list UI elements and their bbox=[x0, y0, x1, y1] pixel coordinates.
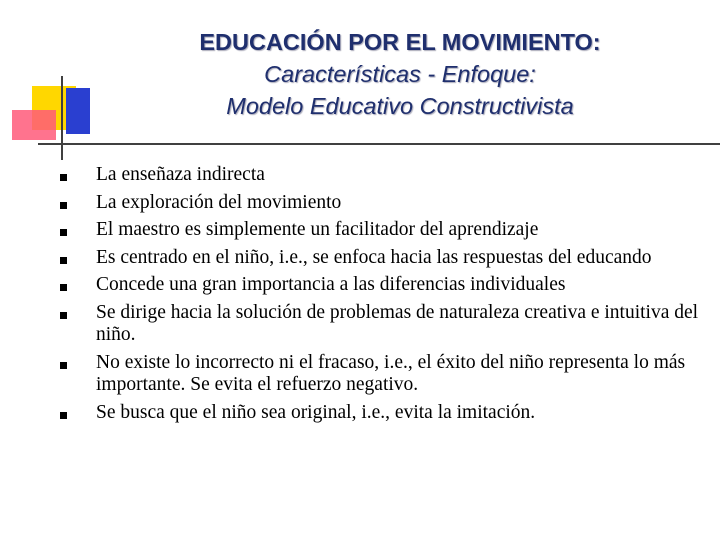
bullet-text: La exploración del movimiento bbox=[96, 191, 342, 213]
title-line-2: Características - Enfoque: bbox=[264, 61, 536, 87]
deco-blue-square bbox=[66, 88, 90, 134]
bullet-text: Se busca que el niño sea original, i.e., evita la imitación. bbox=[96, 401, 536, 423]
bullet-item bbox=[60, 352, 700, 397]
bullet-item bbox=[60, 274, 700, 297]
square-bullet-icon bbox=[60, 312, 67, 319]
bullet-list bbox=[60, 164, 700, 429]
square-bullet-icon bbox=[60, 229, 67, 236]
square-bullet-icon bbox=[60, 284, 67, 291]
bullet-item bbox=[60, 402, 700, 425]
square-bullet-icon bbox=[60, 412, 67, 419]
bullet-item bbox=[60, 164, 700, 187]
square-bullet-icon bbox=[60, 174, 67, 181]
bullet-text: La enseñaza indirecta bbox=[96, 164, 265, 185]
bullet-text: Concede una gran importancia a las diferencias individuales bbox=[96, 274, 566, 295]
bullet-text: No existe lo incorrecto ni el fracaso, i.e., el éxito del niño representa lo más importante. Se evita el refuerzo negativo. bbox=[96, 351, 686, 395]
bullet-item bbox=[60, 302, 700, 347]
bullet-item bbox=[60, 247, 700, 270]
square-bullet-icon bbox=[60, 202, 67, 209]
title-line-1: EDUCACIÓN POR EL MOVIMIENTO: bbox=[199, 29, 601, 55]
title-line-3: Modelo Educativo Constructivista bbox=[226, 93, 574, 119]
bullet-text: Se dirige hacia la solución de problemas de naturaleza creativa e intuitiva del niño. bbox=[96, 301, 699, 345]
square-bullet-icon bbox=[60, 257, 67, 264]
square-bullet-icon bbox=[60, 362, 67, 369]
slide-title bbox=[140, 26, 660, 122]
deco-red-square bbox=[12, 110, 56, 140]
bullet-text: Es centrado en el niño, i.e., se enfoca hacia las respuestas del educando bbox=[96, 246, 652, 268]
bullet-text: El maestro es simplemente un facilitador del aprendizaje bbox=[96, 219, 539, 240]
bullet-item bbox=[60, 219, 700, 242]
bullet-item bbox=[60, 192, 700, 215]
